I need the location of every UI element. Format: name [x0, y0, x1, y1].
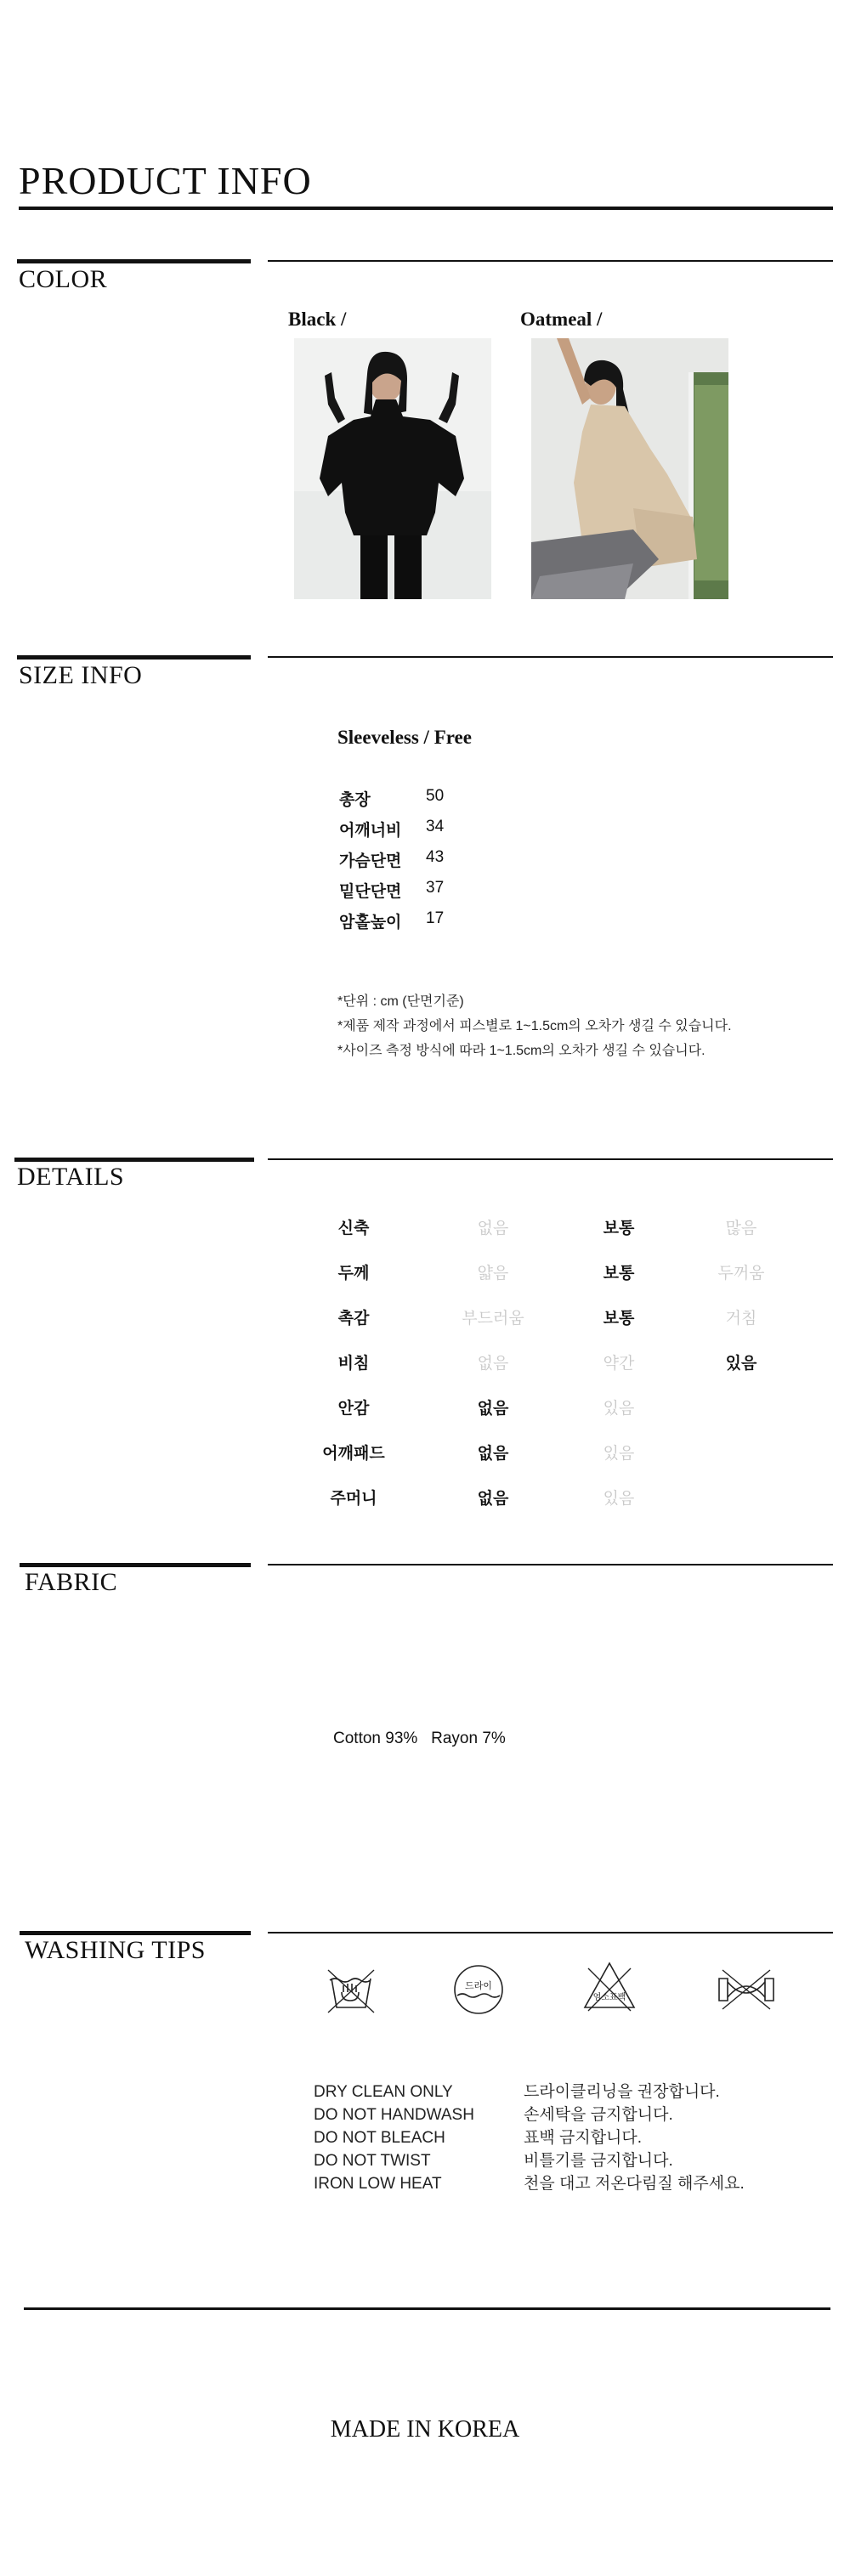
size-value-hem: 37 [426, 879, 445, 897]
details-option: 거침 [725, 1310, 757, 1328]
color-title-rule [17, 259, 251, 263]
details-option: 있음 [603, 1445, 635, 1463]
size-section-title: SIZE INFO [19, 661, 143, 689]
details-label: 어깨패드 [322, 1445, 385, 1463]
details-option: 보통 [603, 1310, 635, 1328]
size-label-hem: 밑단단면 [339, 883, 402, 901]
details-option: 보통 [603, 1220, 635, 1237]
details-option: 얇음 [477, 1265, 509, 1282]
washing-tip-en: DO NOT TWIST [314, 2152, 431, 2170]
size-label-chest: 가슴단면 [339, 852, 402, 870]
oatmeal-product-photo[interactable] [531, 338, 728, 599]
size-value-armhole: 17 [426, 909, 445, 927]
color-content-rule [268, 260, 833, 262]
details-section-title: DETAILS [17, 1163, 125, 1191]
fabric-content-rule [268, 1564, 833, 1565]
size-title-rule [17, 655, 251, 660]
size-value-shoulder: 34 [426, 818, 445, 835]
details-label: 비침 [337, 1355, 370, 1373]
size-label-shoulder: 어깨너비 [339, 822, 402, 840]
size-note-production: *제품 제작 과정에서 피스별로 1~1.5cm의 오차가 생길 수 있습니다. [337, 1019, 732, 1033]
size-heading: Sleeveless / Free [337, 727, 472, 748]
details-option: 약간 [603, 1355, 635, 1373]
no-handwash-icon [325, 1967, 377, 2020]
oatmeal-model-image [531, 338, 728, 599]
washing-title-rule [20, 1931, 251, 1935]
washing-tip-ko: 천을 대고 저온다림질 해주세요. [524, 2175, 745, 2193]
details-option: 부드러움 [462, 1310, 524, 1328]
washing-tip-en: DO NOT HANDWASH [314, 2106, 474, 2124]
details-content-rule [268, 1158, 833, 1160]
details-label: 안감 [337, 1400, 370, 1418]
size-note-unit: *단위 : cm (단면기준) [337, 994, 464, 1009]
fabric-composition: Cotton 93% Rayon 7% [333, 1730, 506, 1747]
details-option: 두꺼움 [717, 1265, 765, 1282]
washing-tip-ko: 표백 금지합니다. [524, 2129, 643, 2147]
no-bleach-label: 염소표백 [592, 1993, 626, 2002]
no-bleach-icon [581, 1960, 638, 2017]
washing-tip-en: IRON LOW HEAT [314, 2175, 442, 2193]
washing-tip-ko: 비틀기를 금지합니다. [524, 2152, 673, 2170]
details-option: 있음 [603, 1400, 635, 1418]
black-product-photo[interactable] [294, 338, 491, 599]
dry-clean-label: 드라이 [465, 1981, 492, 1991]
details-option: 없음 [477, 1445, 509, 1463]
washing-tip-ko: 드라이클리닝을 권장합니다. [524, 2083, 720, 2101]
details-option: 없음 [477, 1400, 509, 1418]
black-model-image [294, 338, 491, 599]
washing-tip-ko: 손세탁을 금지합니다. [524, 2106, 673, 2124]
fabric-title-rule [20, 1563, 251, 1567]
page-title: PRODUCT INFO [19, 159, 312, 202]
size-note-measure: *사이즈 측정 방식에 따라 1~1.5cm의 오차가 생길 수 있습니다. [337, 1044, 706, 1058]
washing-tips-english [314, 2081, 474, 2195]
dry-clean-icon [452, 1963, 505, 2020]
color-label-black: Black / [288, 309, 347, 330]
washing-tip-en: DO NOT BLEACH [314, 2129, 445, 2147]
details-option: 없음 [477, 1490, 509, 1508]
made-in-label: MADE IN KOREA [330, 2416, 520, 2443]
title-divider [19, 207, 833, 210]
details-option: 없음 [477, 1355, 509, 1373]
details-option: 있음 [725, 1355, 757, 1373]
details-title-rule [14, 1158, 254, 1162]
details-label: 신축 [337, 1220, 370, 1237]
washing-content-rule [268, 1932, 833, 1933]
size-value-chest: 43 [426, 848, 445, 866]
details-option: 많음 [725, 1220, 757, 1237]
no-twist-icon [716, 1967, 777, 2017]
details-option: 보통 [603, 1265, 635, 1282]
color-section-title: COLOR [19, 265, 108, 293]
washing-section-title: WASHING TIPS [25, 1936, 206, 1964]
washing-tips-korean [524, 2081, 745, 2195]
details-label: 촉감 [337, 1310, 370, 1328]
footer-divider [24, 2307, 830, 2310]
washing-tip-en: DRY CLEAN ONLY [314, 2083, 453, 2101]
details-label: 두께 [337, 1265, 370, 1282]
size-label-armhole: 암홀높이 [339, 914, 402, 931]
details-option: 없음 [477, 1220, 509, 1237]
size-label-length: 총장 [339, 791, 371, 809]
fabric-section-title: FABRIC [25, 1568, 118, 1596]
color-label-oatmeal: Oatmeal / [520, 309, 603, 330]
details-option: 있음 [603, 1490, 635, 1508]
details-label: 주머니 [330, 1490, 377, 1508]
size-content-rule [268, 656, 833, 658]
size-value-length: 50 [426, 787, 445, 805]
